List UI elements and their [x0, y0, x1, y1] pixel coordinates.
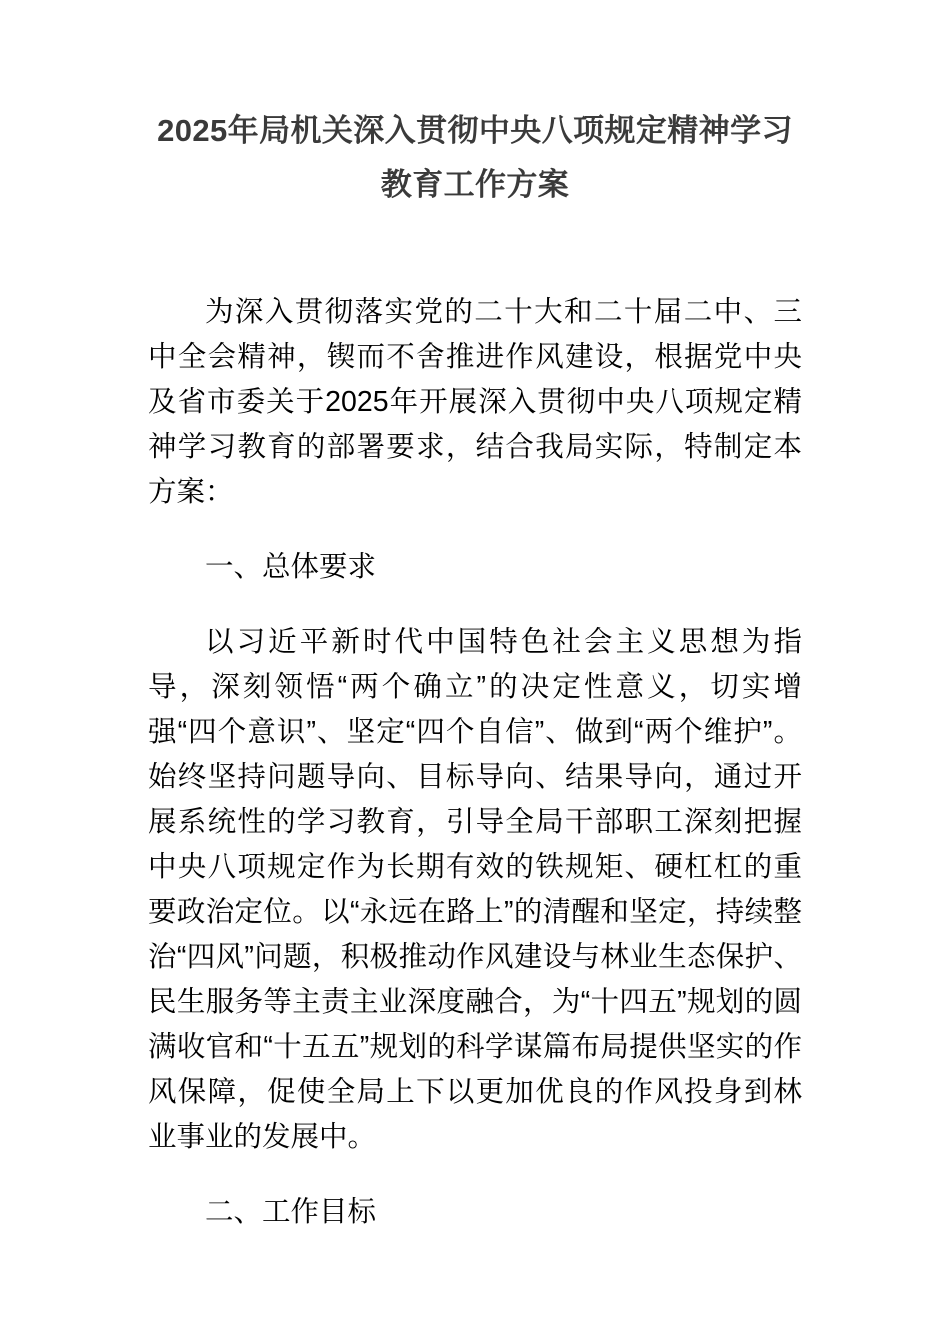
section-heading-work-objectives: 二、工作目标: [205, 1196, 377, 1228]
block-spacer-1: [148, 515, 802, 545]
block-spacer-2: [148, 590, 802, 620]
paragraph-intro: 为深入贯彻落实党的二十大和二十届二中、三中全会精神，锲而不舍推进作风建设，根据党中央及省市委关于2025年开展深入贯彻中央八项规定精神学习教育的部署要求，结合我局实际，特制定本方案：: [148, 296, 802, 508]
document-content: [148, 0, 802, 1235]
paragraph-overall-requirements: 以习近平新时代中国特色社会主义思想为指导，深刻领悟“两个确立”的决定性意义，切实增强“四个意识”、坚定“四个自信”、做到“两个维护”。始终坚持问题导向、目标导向、结果导向，通过开展系统性的学习教育，引导全局干部职工深刻把握中央八项规定作为长期有效的铁规矩、硬杠杠的重要政治定位。以“永远在路上”的清醒和坚定，持续整治“四风”问题，积极推动作风建设与林业生态保护、民生服务等主责主业深度融合，为“十四五”规划的圆满收官和“十五五”规划的科学谋篇布局提供坚实的作风保障，促使全局上下以更加优良的作风投身到林业事业的发展中。: [148, 626, 802, 1153]
title-body-spacer: [148, 212, 802, 290]
section-heading-overall-requirements: 一、总体要求: [205, 551, 377, 583]
page-title: 2025年局机关深入贯彻中央八项规定精神学习教育工作方案: [157, 113, 793, 202]
block-spacer-3: [148, 1160, 802, 1190]
